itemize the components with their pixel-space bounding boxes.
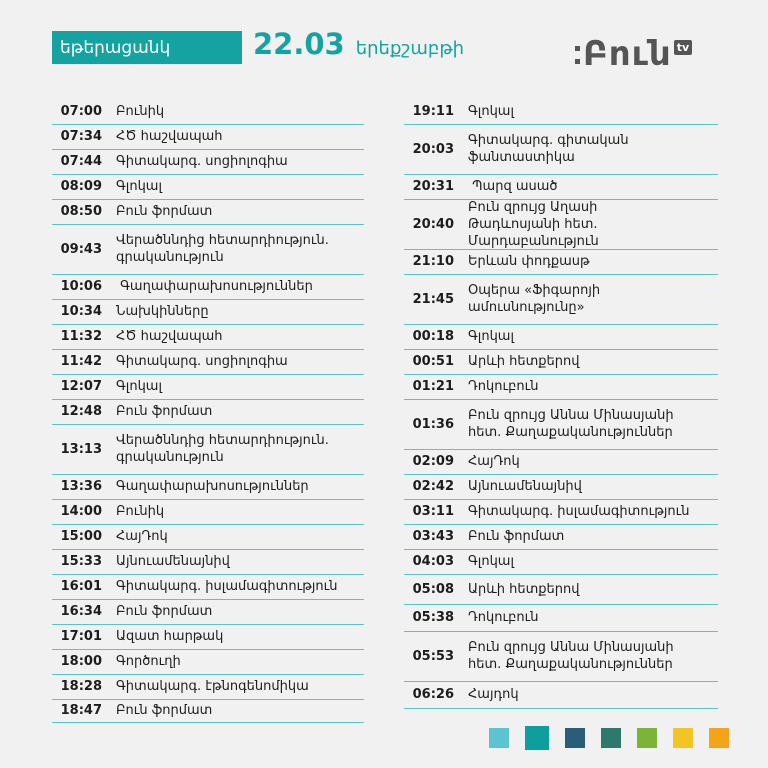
program-title: Վերածննդից հետարդիություն. գրականություն (116, 433, 334, 465)
program-time: 11:42 (60, 354, 102, 369)
schedule-row (52, 124, 364, 150)
schedule-row (52, 299, 364, 325)
program-time: 14:00 (60, 504, 102, 519)
program-time: 20:31 (412, 179, 454, 194)
program-title: Բուն զրույց Աննա Մինասյանի հետ. Քաղաքականություններ (468, 640, 678, 672)
program-title: Պարզ ասած (468, 179, 558, 194)
program-time: 16:34 (60, 604, 102, 619)
logo-text: Բուն (583, 34, 672, 74)
program-title: Արևի հետքերով (468, 354, 580, 369)
weekday-banner (52, 31, 242, 64)
program-time: 10:34 (60, 304, 102, 319)
program-time: 15:33 (60, 554, 102, 569)
program-title: Բուն ֆորմատ (116, 204, 213, 219)
program-title: Բուն ֆորմատ (116, 604, 213, 619)
schedule-row (404, 349, 718, 375)
program-time: 18:47 (60, 703, 102, 718)
program-title: ՀայԴոկ (468, 454, 520, 469)
program-time: 08:09 (60, 179, 102, 194)
schedule-row (52, 324, 364, 350)
program-time: 16:01 (60, 579, 102, 594)
program-time: 07:44 (60, 154, 102, 169)
schedule-row (404, 604, 718, 632)
program-title: Գլոկալ (468, 104, 514, 119)
program-title: Գաղափարախոսություններ (116, 479, 309, 494)
program-time: 20:03 (412, 141, 454, 157)
program-time: 01:36 (412, 416, 454, 432)
program-time: 12:07 (60, 379, 102, 394)
program-time: 07:00 (60, 104, 102, 119)
program-title: Բունիկ (116, 104, 165, 119)
schedule-row (404, 99, 718, 125)
program-time: 20:40 (412, 216, 454, 232)
schedule-row (52, 574, 364, 600)
schedule-row (404, 681, 718, 709)
day-of-week: երեքշաբթի (355, 38, 465, 59)
schedule-row (52, 524, 364, 550)
program-title: ՀայԴոկ (116, 529, 168, 544)
channel-logo (575, 34, 692, 74)
program-time: 12:48 (60, 404, 102, 419)
program-time: 08:50 (60, 204, 102, 219)
color-square (489, 728, 509, 748)
program-title: Նախկինները (116, 304, 209, 319)
schedule-row (52, 99, 364, 125)
schedule-row (52, 599, 364, 625)
program-title: Գիտակարգ. սոցիոլոգիա (116, 354, 288, 369)
program-time: 11:32 (60, 329, 102, 344)
program-title: Օպերա «Ֆիգարոյի ամուսնությունը» (468, 283, 605, 315)
program-title: Գիտակարգ. իսլամագիտություն (116, 579, 338, 594)
program-title: Գիտակարգ. գիտական ֆանտաստիկա (468, 133, 633, 165)
schedule-row (404, 574, 718, 605)
schedule-row (52, 649, 364, 675)
schedule-row (404, 374, 718, 400)
program-time: 03:43 (412, 529, 454, 544)
program-title: Բուն զրույց Աննա Մինասյանի հետ. Քաղաքականություններ (468, 408, 678, 440)
schedule-row (52, 349, 364, 375)
program-time: 02:09 (412, 454, 454, 469)
color-square (565, 728, 585, 748)
schedule-row (404, 124, 718, 175)
program-title: ՀԾ հաշվապահ (116, 329, 223, 344)
schedule-row (52, 424, 364, 475)
color-square (637, 728, 657, 748)
schedule-row (52, 674, 364, 700)
schedule-row (404, 474, 718, 500)
weekday-banner-label: եթերացանկ (60, 37, 171, 58)
program-time: 05:53 (412, 648, 454, 664)
schedule-row (52, 399, 364, 425)
program-title: Գործուղի (116, 654, 181, 669)
color-squares (489, 726, 745, 750)
color-square (709, 728, 729, 748)
schedule-row (52, 374, 364, 400)
program-title: Վերածննդից հետարդիություն. գրականություն (116, 233, 334, 265)
program-time: 18:28 (60, 679, 102, 694)
program-title: Այնուամենայնիվ (116, 554, 230, 569)
program-time: 01:21 (412, 379, 454, 394)
schedule-row (52, 224, 364, 275)
schedule-row (404, 249, 718, 275)
program-time: 21:45 (412, 291, 454, 307)
program-title: Գիտակարգ. սոցիոլոգիա (116, 154, 288, 169)
program-title: Գիտակարգ. իսլամագիտություն (468, 504, 690, 519)
schedule-row (52, 199, 364, 225)
program-time: 13:13 (60, 441, 102, 457)
program-title: Գլոկալ (116, 179, 162, 194)
program-title: Բուն ֆորմատ (468, 529, 565, 544)
program-title: Գիտակարգ. էթնոգենոմիկա (116, 679, 309, 694)
program-title: Գլոկալ (116, 379, 162, 394)
program-time: 13:36 (60, 479, 102, 494)
program-time: 06:26 (412, 687, 454, 702)
schedule-row (52, 274, 364, 300)
schedule-row (52, 549, 364, 575)
program-time: 09:43 (60, 241, 102, 257)
program-title: Գլոկալ (468, 329, 514, 344)
program-title: Երևան փոդքասթ (468, 254, 590, 269)
schedule-row (52, 499, 364, 525)
color-square (601, 728, 621, 748)
schedule-row (404, 274, 718, 325)
program-time: 00:51 (412, 354, 454, 369)
program-time: 18:00 (60, 654, 102, 669)
program-title: Ազատ հարթակ (116, 629, 224, 644)
date-heading (253, 27, 464, 67)
color-square (673, 728, 693, 748)
program-title: Գաղափարախոսություններ (116, 279, 313, 294)
program-time: 04:03 (412, 554, 454, 569)
schedule-row (404, 399, 718, 450)
program-title: Բուն ֆորմատ (116, 703, 213, 718)
schedule-row (404, 449, 718, 475)
schedule-row (52, 149, 364, 175)
program-time: 05:38 (412, 610, 454, 625)
program-time: 15:00 (60, 529, 102, 544)
schedule-row (404, 549, 718, 575)
program-time: 19:11 (412, 104, 454, 119)
schedule-row (404, 324, 718, 350)
program-time: 03:11 (412, 504, 454, 519)
date-number: 22.03 (253, 27, 345, 61)
program-time: 02:42 (412, 479, 454, 494)
program-title: Դոկուբուն (468, 379, 539, 394)
program-title: Հայդոկ (468, 687, 519, 702)
schedule-row (52, 624, 364, 650)
program-time: 10:06 (60, 279, 102, 294)
program-time: 05:08 (412, 581, 454, 597)
program-title: Արևի հետքերով (468, 581, 580, 597)
schedule-row (404, 174, 718, 200)
schedule-row (404, 499, 718, 525)
program-time: 17:01 (60, 629, 102, 644)
program-title: Բուն ֆորմատ (116, 404, 213, 419)
program-time: 21:10 (412, 254, 454, 269)
program-title: Գլոկալ (468, 554, 514, 569)
program-time: 07:34 (60, 129, 102, 144)
logo-tv-badge: tv (674, 40, 692, 55)
schedule-row (52, 699, 364, 723)
program-title: Բունիկ (116, 504, 165, 519)
schedule-row (52, 174, 364, 200)
schedule-row (404, 524, 718, 550)
logo-colon-icon (575, 46, 580, 64)
schedule-row (52, 474, 364, 500)
program-title: Դոկուբուն (468, 610, 539, 625)
color-square (525, 726, 549, 750)
program-title: Այնուամենայնիվ (468, 479, 582, 494)
program-title: ՀԾ հաշվապահ (116, 129, 223, 144)
program-title: Բուն զրույց Աղասի Թադևոսյանի հետ. Մարդաբանություն (468, 199, 602, 249)
program-time: 00:18 (412, 329, 454, 344)
schedule-row (404, 631, 718, 682)
schedule-row (404, 199, 718, 250)
